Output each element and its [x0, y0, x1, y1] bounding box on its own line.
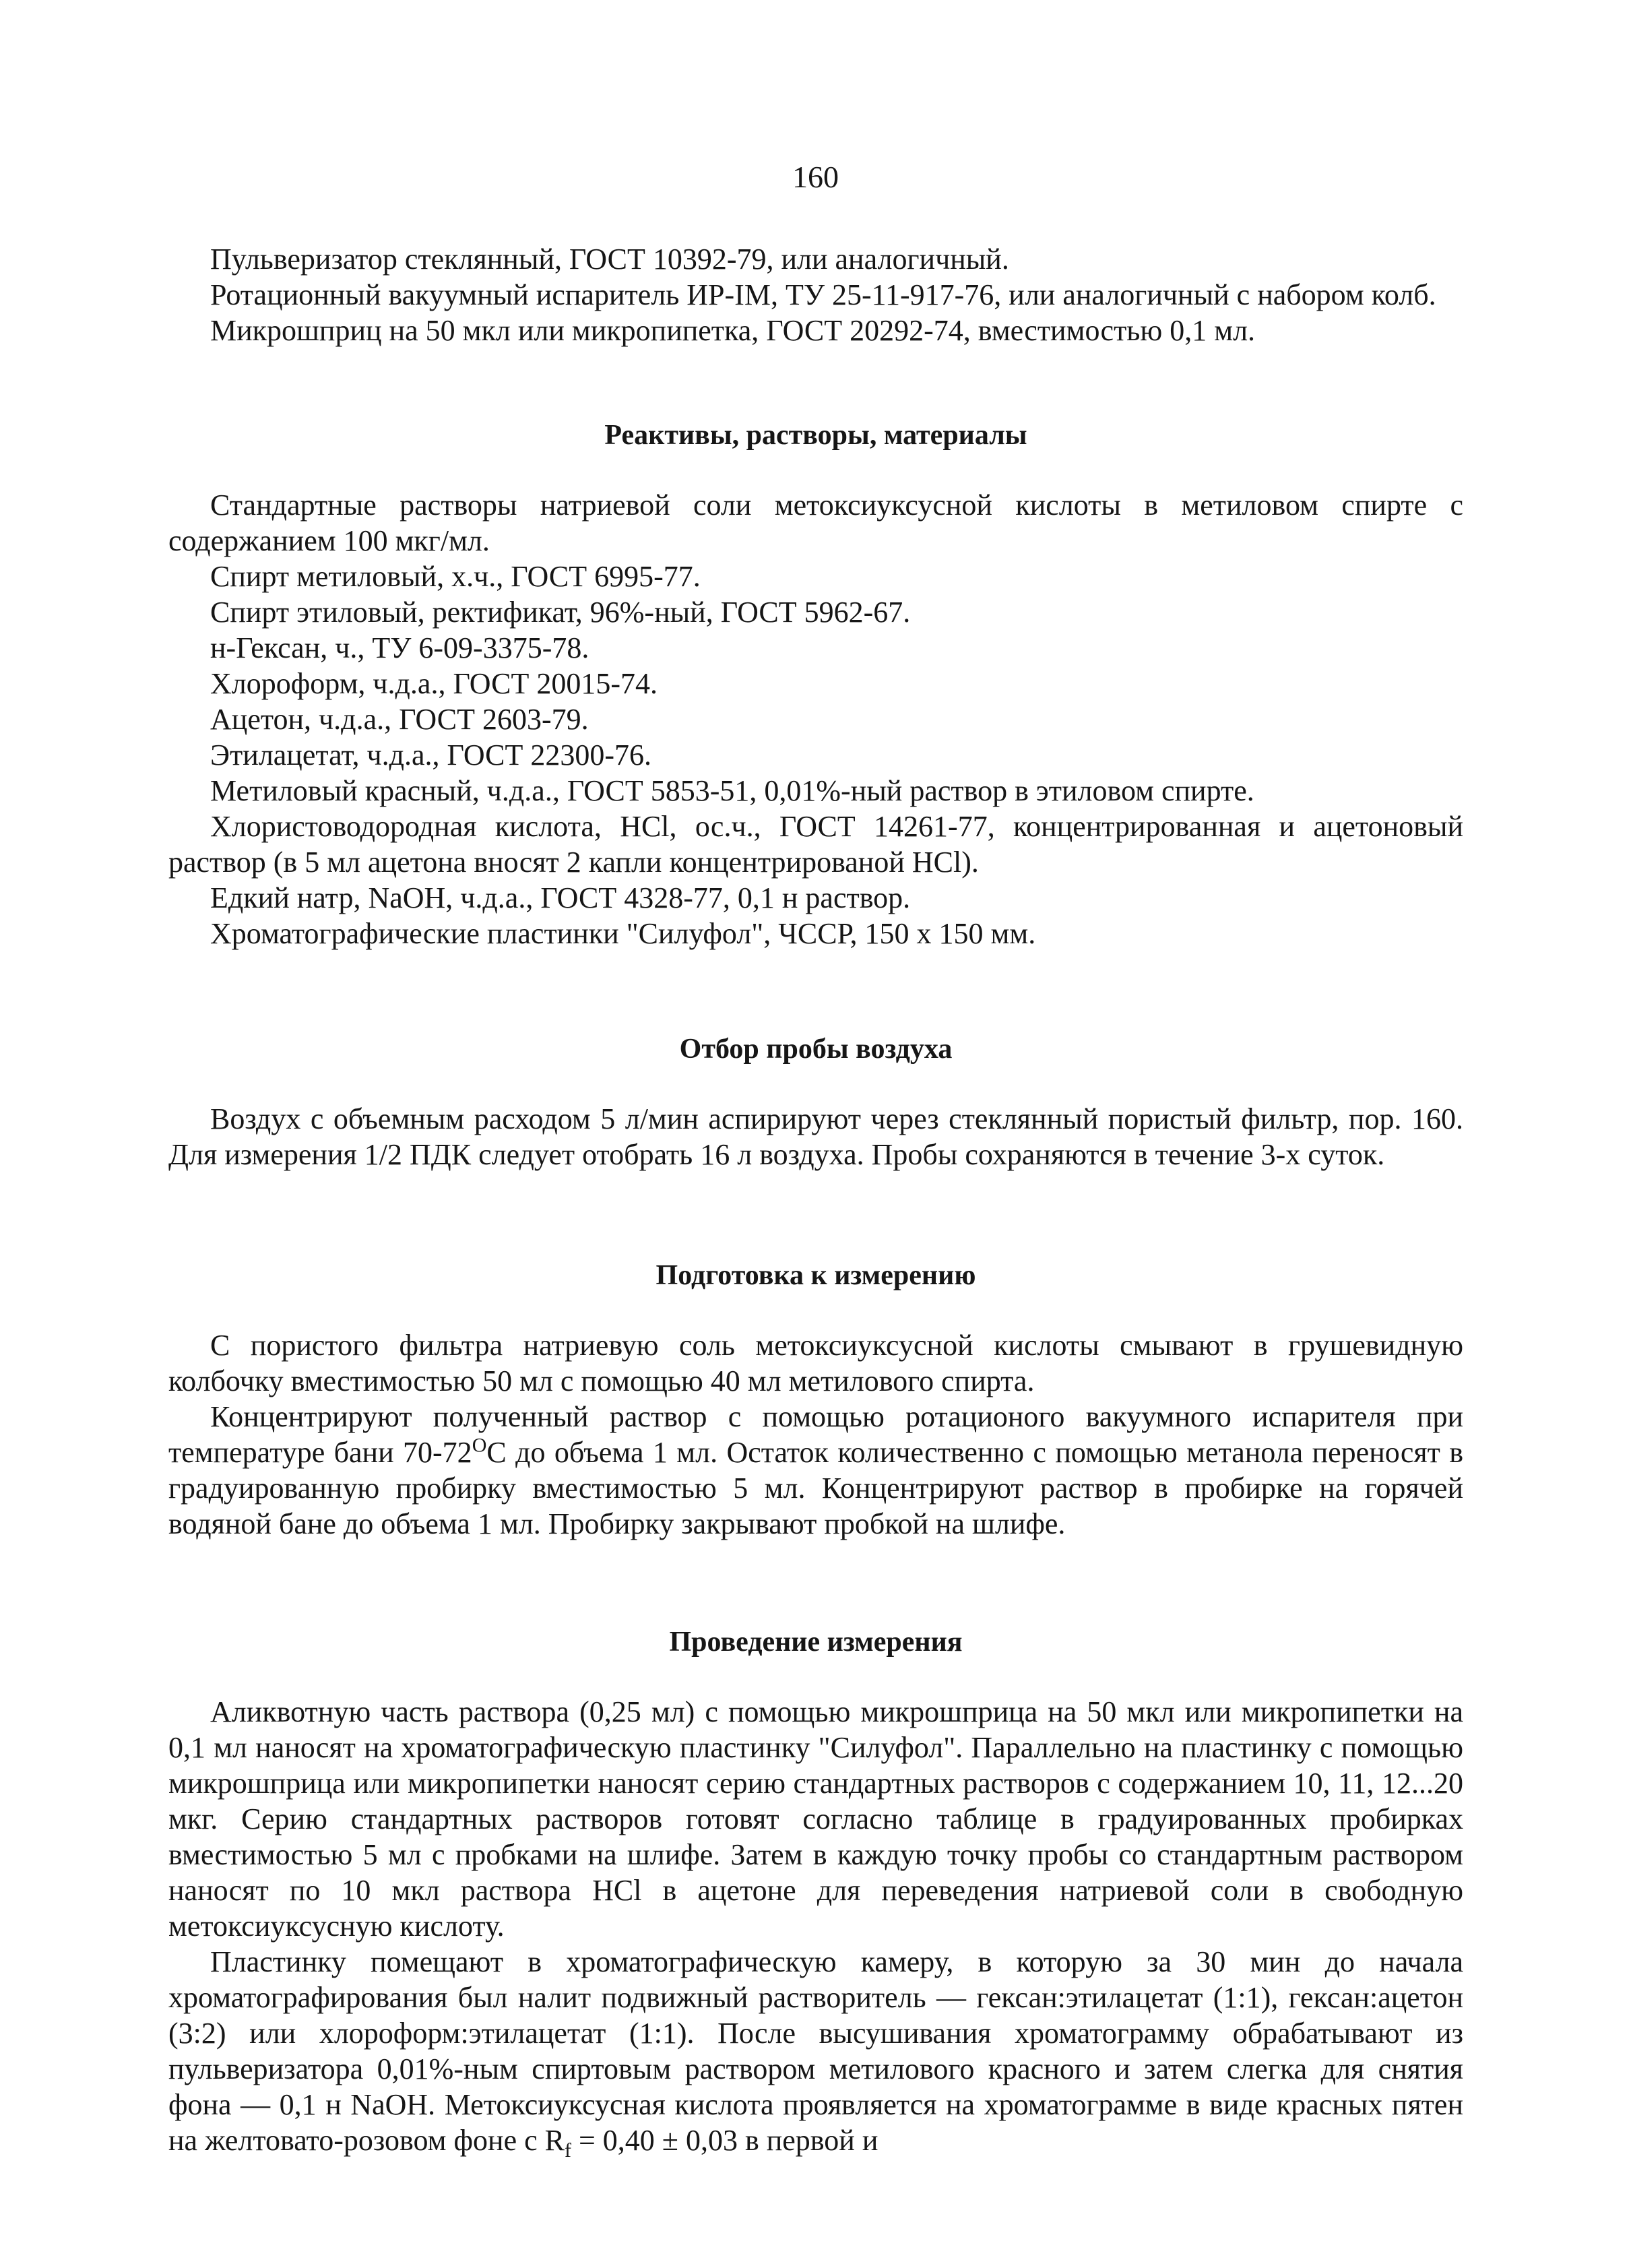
reagent-item: Этилацетат, ч.д.а., ГОСТ 22300-76. — [210, 738, 652, 771]
reagent-item: Метиловый красный, ч.д.а., ГОСТ 5853-51, 0,01%-ный раствор в этиловом спирте. — [210, 774, 1254, 807]
reagent-item: Спирт метиловый, х.ч., ГОСТ 6995-77. — [210, 560, 701, 593]
page-number: 160 — [792, 160, 839, 194]
reagent-item: Хлористоводородная кислота, HCl, ос.ч., ГОСТ 14261-77, концентрированная и ацетоновый раствор (в 5 мл ацетона вносят 2 капли концентрированой HCl). — [168, 810, 1463, 879]
instrument-item: Пульверизатор стеклянный, ГОСТ 10392-79, или аналогичный. — [210, 243, 1009, 276]
measurement-section — [168, 1625, 1463, 2162]
sampling-heading: Отбор пробы воздуха — [679, 1034, 953, 1065]
preparation-section — [168, 1259, 1463, 1542]
text-run: = 0,40 ± 0,03 в первой и — [571, 2124, 878, 2157]
degree-superscript: O — [472, 1434, 487, 1457]
text-run: C до объема 1 мл. Остаток количественно с помощью метанола переносят в градуированную пробирку вместимостью 5 мл. Концентрируют раствор в пробирке на горячей водяной бане до объема 1 мл. Пробирку закрывают пробкой на шлифе. — [168, 1436, 1463, 1540]
preparation-heading: Подготовка к измерению — [655, 1260, 976, 1291]
reagent-item: Ацетон, ч.д.а., ГОСТ 2603-79. — [210, 703, 589, 736]
preparation-paragraph: С пористого фильтра натриевую соль метоксиуксусной кислоты смывают в грушевидную колбочку вместимостью 50 мл с помощью 40 мл метилового спирта. — [168, 1329, 1463, 1397]
preparation-paragraph — [168, 1399, 1463, 1542]
rf-subscript: f — [564, 2139, 571, 2162]
reagent-item: Едкий натр, NaOH, ч.д.а., ГОСТ 4328-77, 0,1 н раствор. — [210, 881, 911, 914]
text-run: Пластинку помещают в хроматографическую камеру, в которую за 30 мин до начала хроматографирования был налит подвижный растворитель — гексан:этилацетат (1:1), гексан:ацетон (3:2) или хлороформ:этилацетат (1:1). После высушивания хроматограмму обрабатывают из пульверизатора 0,01%-ным спиртовым раствором метилового красного и затем слегка для снятия фона — 0,1 н NaOH. Метоксиуксусная кислота проявляется на хроматограмме в виде красных пятен на желтовато-розовом фоне с R — [168, 1945, 1463, 2157]
instruments-section — [168, 241, 1463, 348]
reagent-item: н-Гексан, ч., ТУ 6-09-3375-78. — [210, 631, 589, 664]
instrument-item: Микрошприц на 50 мкл или микропипетка, ГОСТ 20292-74, вместимостью 0,1 мл. — [210, 314, 1256, 347]
measurement-paragraph — [168, 1944, 1463, 2162]
instrument-item: Ротационный вакуумный испаритель ИР-IM, ТУ 25-11-917-76, или аналогичный с набором колб. — [210, 278, 1436, 311]
page-content — [168, 241, 1463, 2162]
reagent-item: Хлороформ, ч.д.а., ГОСТ 20015-74. — [210, 667, 658, 700]
reagents-section — [168, 418, 1463, 951]
sampling-paragraph: Воздух с объемным расходом 5 л/мин аспирируют через стеклянный пористый фильтр, пор. 160. Для измерения 1/2 ПДК следует отобрать 16 л воздуха. Пробы сохраняются в течение 3-х суток. — [168, 1102, 1463, 1171]
reagent-item: Хроматографические пластинки "Силуфол", ЧССР, 150 x 150 мм. — [210, 917, 1036, 950]
reagent-item: Стандартные растворы натриевой соли метоксиуксусной кислоты в метиловом спирте с содержанием 100 мкг/мл. — [168, 489, 1463, 557]
reagent-item: Спирт этиловый, ректификат, 96%-ный, ГОСТ 5962-67. — [210, 596, 911, 629]
text-run: Концентрируют полученный раствор с помощью ротационого вакуумного испарителя при температуре бани 70-72 — [168, 1400, 1463, 1469]
reagents-heading: Реактивы, растворы, материалы — [604, 420, 1027, 451]
sampling-section — [168, 1032, 1463, 1172]
measurement-heading: Проведение измерения — [669, 1627, 963, 1658]
measurement-paragraph: Аликвотную часть раствора (0,25 мл) с помощью микрошприца на 50 мкл или микропипетки на 0,1 мл наносят на хроматографическую пластинку "Силуфол". Параллельно на пластинку с помощью микрошприца или микропипетки наносят серию стандартных растворов с содержанием 10, 11, 12...20 мкг. Серию стандартных растворов готовят согласно таблице в градуированных пробирках вместимостью 5 мл с пробками на шлифе. Затем в каждую точку пробы со стандартным раствором наносят по 10 мкл раствора HCl в ацетоне для переведения натриевой соли в свободную метоксиуксусную кислоту. — [168, 1695, 1463, 1943]
